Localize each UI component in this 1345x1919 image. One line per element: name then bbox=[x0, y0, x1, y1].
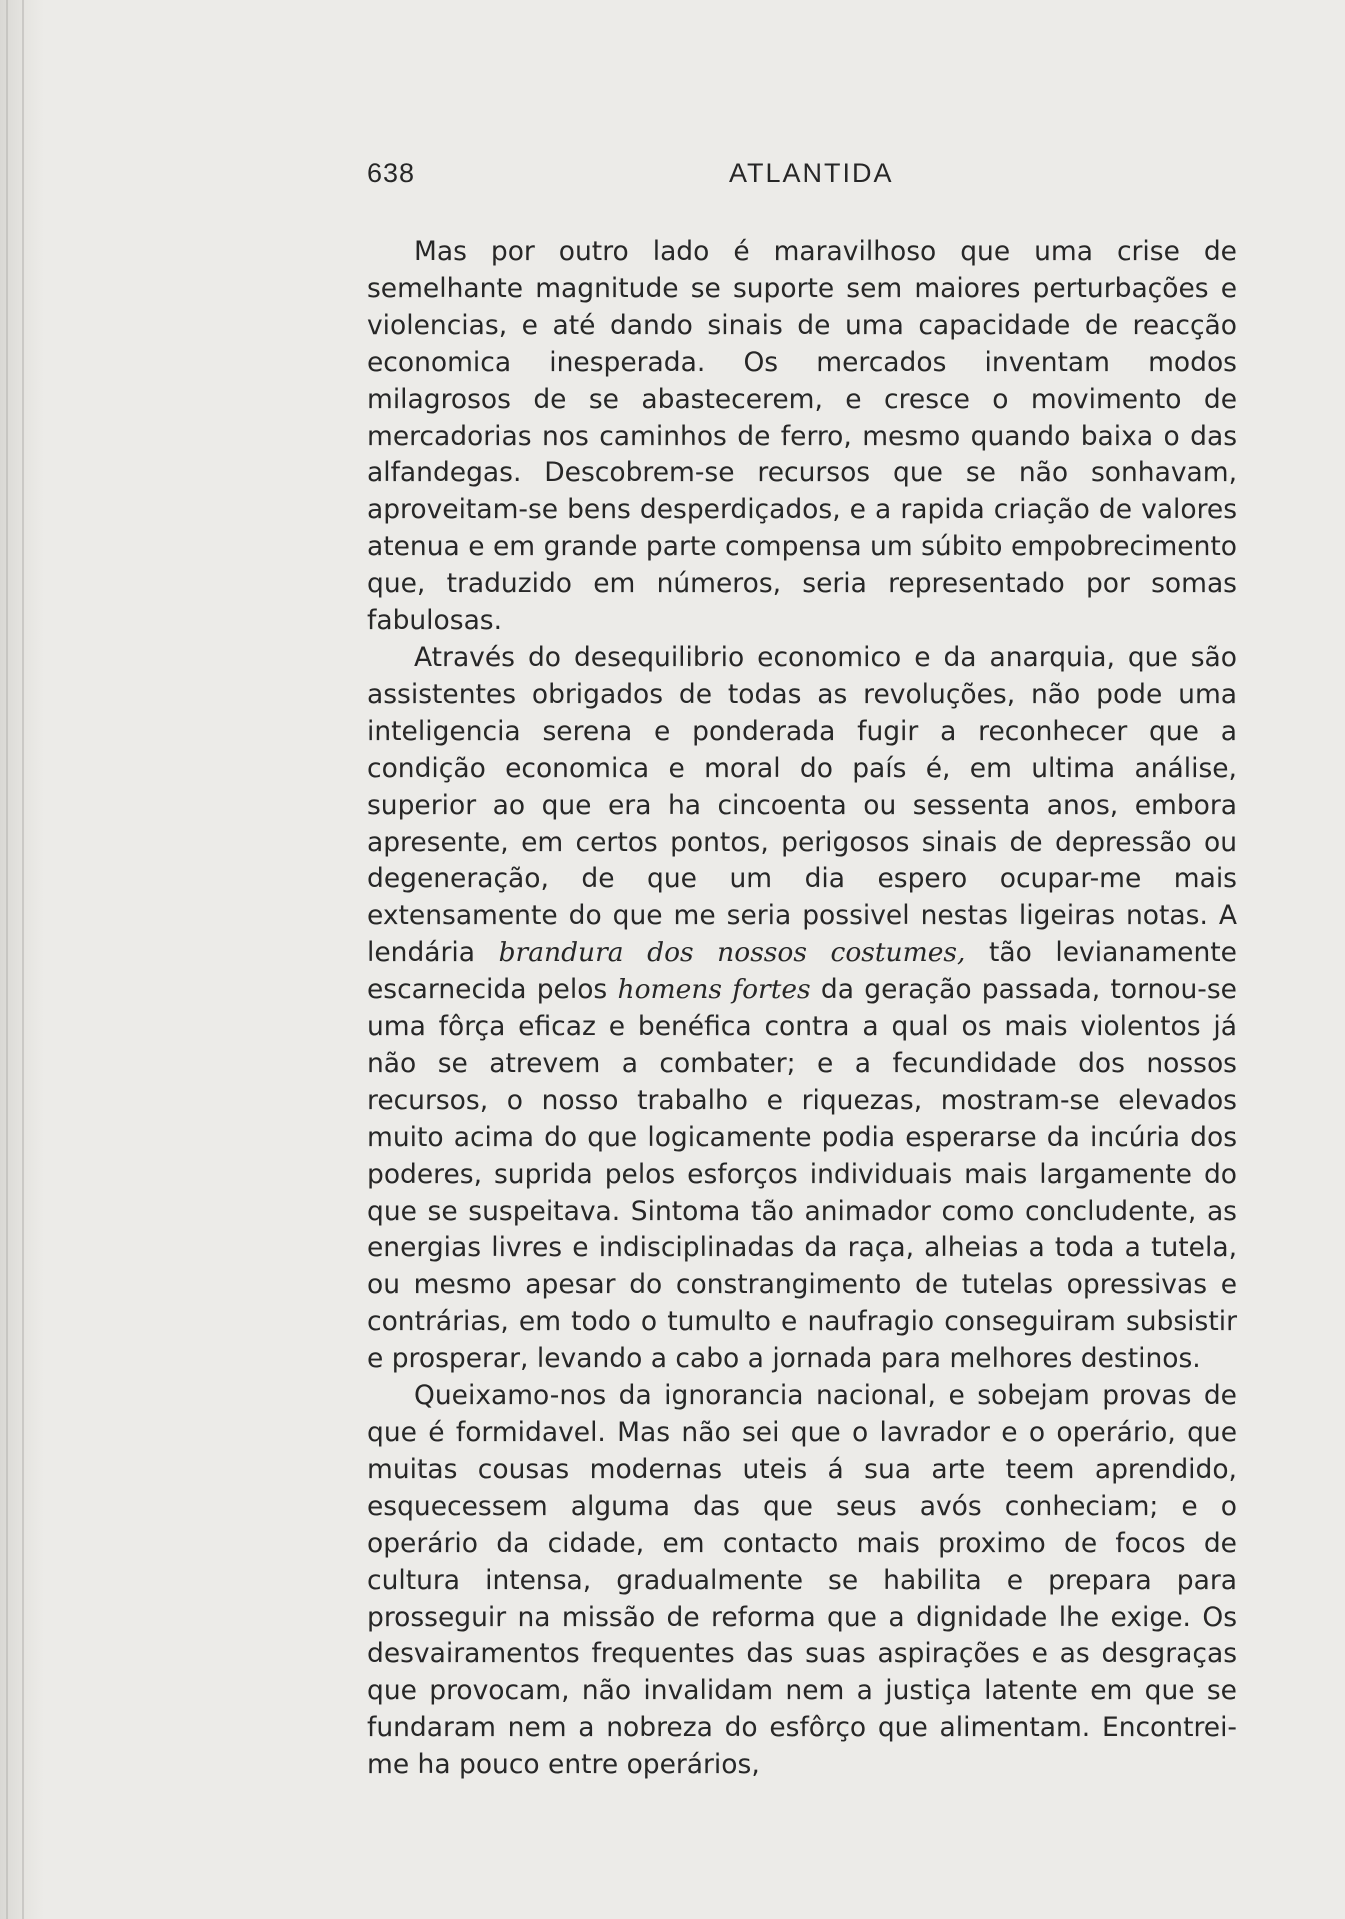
text-run: Mas por outro lado é maravilhoso que uma crise de semelhante magnitude se suporte sem maiores perturbações e violencias, e até dando sinais de uma capacidade de reacção economica inesperada. Os mercados inventam modos milagrosos de se abastecerem, e cresce o movimento de mercadorias nos caminhos de ferro, mesmo quando baixa o das alfandegas. Descobrem-se recursos que se não sonhavam, aproveitam-se bens desperdiçados, e a rapida criação de valores atenua e em grande parte compensa um súbito empobrecimento que, traduzido em números, seria representado por somas fabulosas. bbox=[367, 236, 1237, 637]
italic-phrase: homens fortes bbox=[617, 974, 811, 1006]
text-run: da geração passada, tornou-se uma fôrça eficaz e benéfica contra a qual os mais violentos já não se atrevem a combater; e a fecundidade dos nossos recursos, o nosso trabalho e riquezas, mostram-se elevados muito acima do que logicamente podia esperarse da incúria dos poderes, suprida pelos esforços individuais mais largamente do que se suspeitava. Sintoma tão animador como concludente, as energias livres e indisciplinadas da raça, alheias a toda a tutela, ou mesmo apesar do constrangimento de tutelas opressivas e contrárias, em todo o tumulto e naufragio conseguiram subsistir e prosperar, levando a cabo a jornada para melhores destinos. bbox=[367, 974, 1237, 1375]
italic-phrase: brandura dos nossos costumes, bbox=[498, 937, 966, 969]
paragraph bbox=[367, 1378, 1237, 1784]
edge-line bbox=[6, 0, 8, 1919]
text-run: Queixamo-nos da ignorancia nacional, e sobejam provas de que é formidavel. Mas não sei que o lavrador e o operário, que muitas cousas modernas uteis á sua arte teem aprendido, esquecessem alguma das que seus avós conheciam; e o operário da cidade, em contacto mais proximo de focos de cultura intensa, gradualmente se habilita e prepara para prosseguir na missão de reforma que a dignidade lhe exige. Os desvairamentos frequentes das suas aspirações e as desgraças que provocam, não invalidam nem a justiça latente em que se fundaram nem a nobreza do esfôrço que alimentam. Encontrei-me ha pouco entre operários, bbox=[367, 1380, 1237, 1781]
page-number: 638 bbox=[367, 158, 416, 188]
paragraph bbox=[367, 234, 1237, 640]
edge-line bbox=[22, 0, 24, 1919]
running-title: ATLANTIDA bbox=[729, 158, 894, 188]
text-run: tão levianamente escarnecida pelos bbox=[367, 937, 1237, 1006]
book-page bbox=[367, 150, 1237, 1784]
scanned-page-edge bbox=[0, 0, 44, 1919]
running-head bbox=[367, 150, 1237, 190]
body-text bbox=[367, 234, 1237, 1784]
paragraph bbox=[367, 640, 1237, 1378]
text-run: Através do desequilibrio economico e da anarquia, que são assistentes obrigados de todas as revoluções, não pode uma inteligencia serena e ponderada fugir a reconhecer que a condição economica e moral do país é, em ultima análise, superior ao que era ha cincoenta ou sessenta anos, embora apresente, em certos pontos, perigosos sinais de depressão ou degeneração, de que um dia espero ocupar-me mais extensamente do que me seria possivel nestas ligeiras notas. A lendária bbox=[367, 641, 1237, 969]
